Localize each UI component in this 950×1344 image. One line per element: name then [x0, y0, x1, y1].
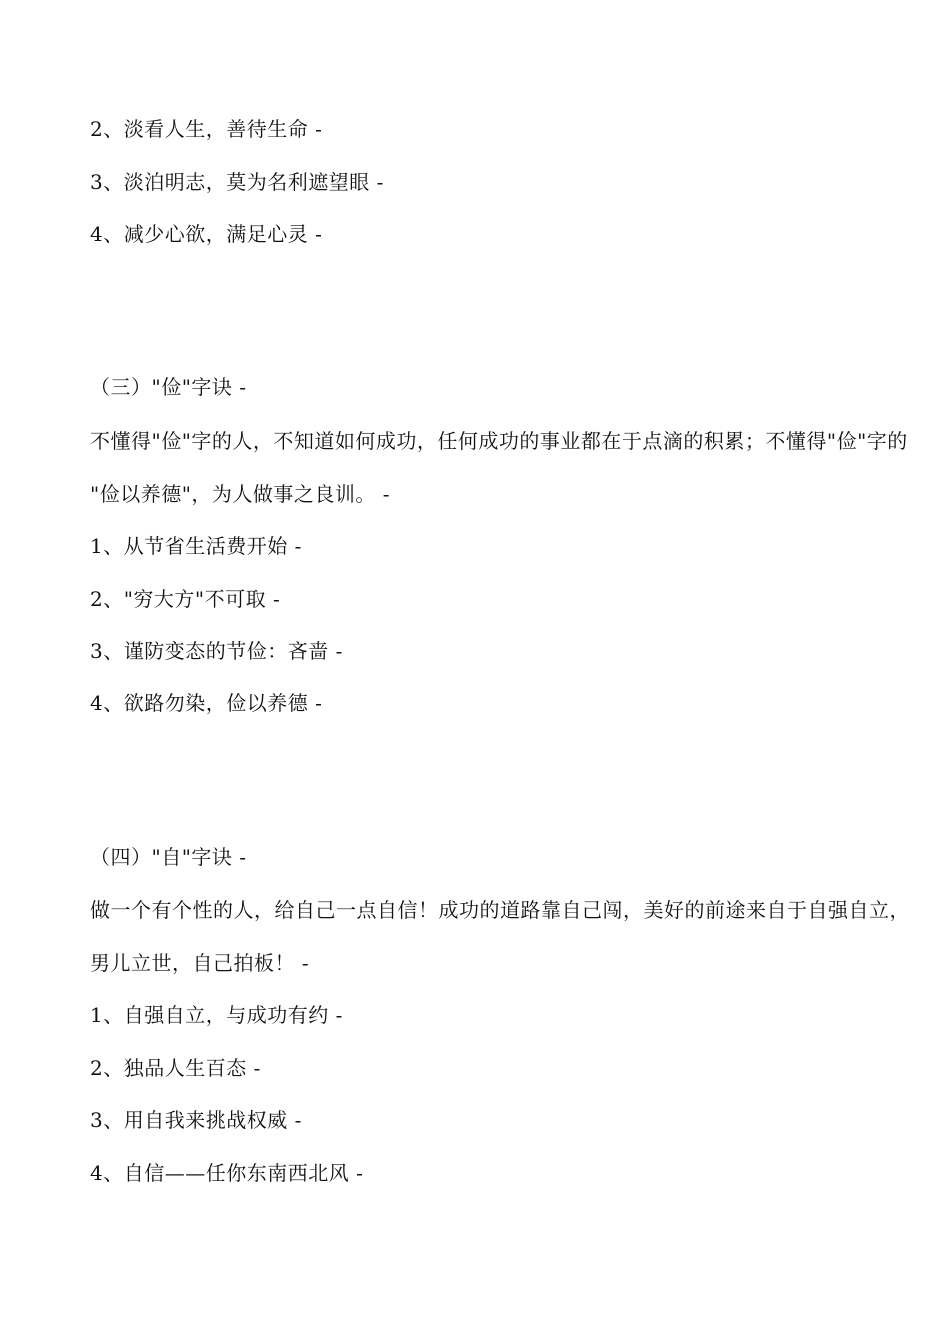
paragraph-line: 不懂得"俭"字的人，不知道如何成功，任何成功的事业都在于点滴的积累；不懂得"俭"字的	[90, 429, 908, 453]
paragraph-line: 男儿立世，自己拍板！ -	[90, 951, 310, 975]
list-item: 2、独品人生百态 -	[90, 1056, 261, 1080]
section-heading: （三）"俭"字诀 -	[90, 375, 247, 399]
list-item: 4、减少心欲，满足心灵 -	[90, 222, 323, 246]
list-item: 1、自强自立，与成功有约 -	[90, 1003, 343, 1027]
list-item: 4、欲路勿染，俭以养德 -	[90, 691, 323, 715]
list-item: 4、自信——任你东南西北风 -	[90, 1161, 364, 1185]
paragraph-line: "俭以养德"，为人做事之良训。 -	[90, 482, 391, 506]
paragraph-line: 做一个有个性的人，给自己一点自信！成功的道路靠自己闯，美好的前途来自于自强自立，	[90, 898, 910, 922]
list-item: 3、用自我来挑战权威 -	[90, 1108, 302, 1132]
list-item: 3、谨防变态的节俭：吝啬 -	[90, 639, 343, 663]
list-item: 2、淡看人生，善待生命 -	[90, 117, 323, 141]
list-item: 1、从节省生活费开始 -	[90, 534, 302, 558]
list-item: 3、淡泊明志，莫为名利遮望眼 -	[90, 170, 384, 194]
list-item: 2、"穷大方"不可取 -	[90, 587, 281, 611]
section-heading: （四）"自"字诀 -	[90, 845, 247, 869]
